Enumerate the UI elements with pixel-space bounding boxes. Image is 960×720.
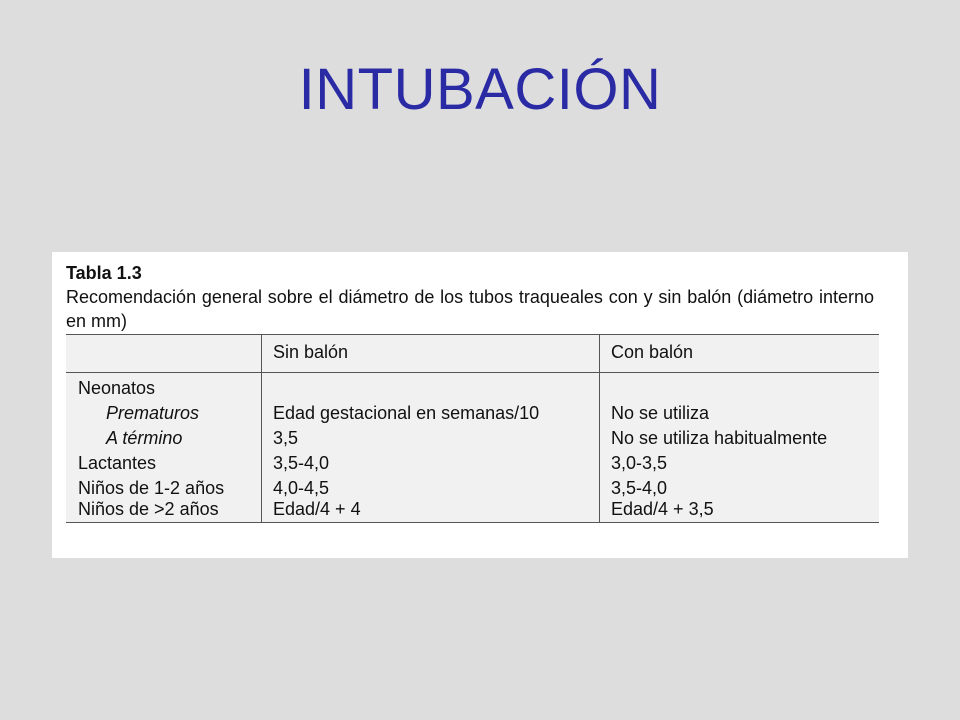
row-group: Prematuros (106, 403, 200, 423)
header-con-balon: Con balón (611, 342, 694, 362)
row-sin-balon: 4,0-4,5 (273, 478, 330, 498)
row-sin-balon: 3,5 (273, 428, 299, 448)
table-row (66, 451, 879, 476)
table-row (66, 376, 879, 401)
row-group: Niños de 1-2 años (78, 478, 225, 498)
row-con-balon: Edad/4 + 3,5 (611, 499, 714, 519)
row-sin-balon: Edad/4 + 4 (273, 499, 361, 519)
table-row (66, 426, 879, 451)
row-group: Neonatos (78, 378, 156, 398)
row-group: Lactantes (78, 453, 157, 473)
row-con-balon: No se utiliza habitualmente (611, 428, 828, 448)
row-sin-balon: Edad gestacional en semanas/10 (273, 403, 540, 423)
table-caption-title: Tabla 1.3 (66, 263, 142, 283)
row-sin-balon: 3,5-4,0 (273, 453, 330, 473)
row-con-balon: 3,0-3,5 (611, 453, 668, 473)
header-divider (66, 372, 879, 373)
row-con-balon: 3,5-4,0 (611, 478, 668, 498)
slide-title: INTUBACIÓN (298, 57, 662, 122)
table-row (66, 497, 879, 522)
header-sin-balon: Sin balón (273, 342, 349, 362)
table-row (66, 401, 879, 426)
table-caption (66, 261, 874, 333)
table-figure (52, 252, 908, 558)
table-caption-text: Recomendación general sobre el diámetro de los tubos traqueales con y sin balón (diámetro interno en mm) (66, 287, 874, 331)
row-group: Niños de >2 años (78, 499, 219, 519)
row-group: A término (106, 428, 183, 448)
row-con-balon: No se utiliza (611, 403, 710, 423)
tube-diameter-table (66, 334, 879, 523)
